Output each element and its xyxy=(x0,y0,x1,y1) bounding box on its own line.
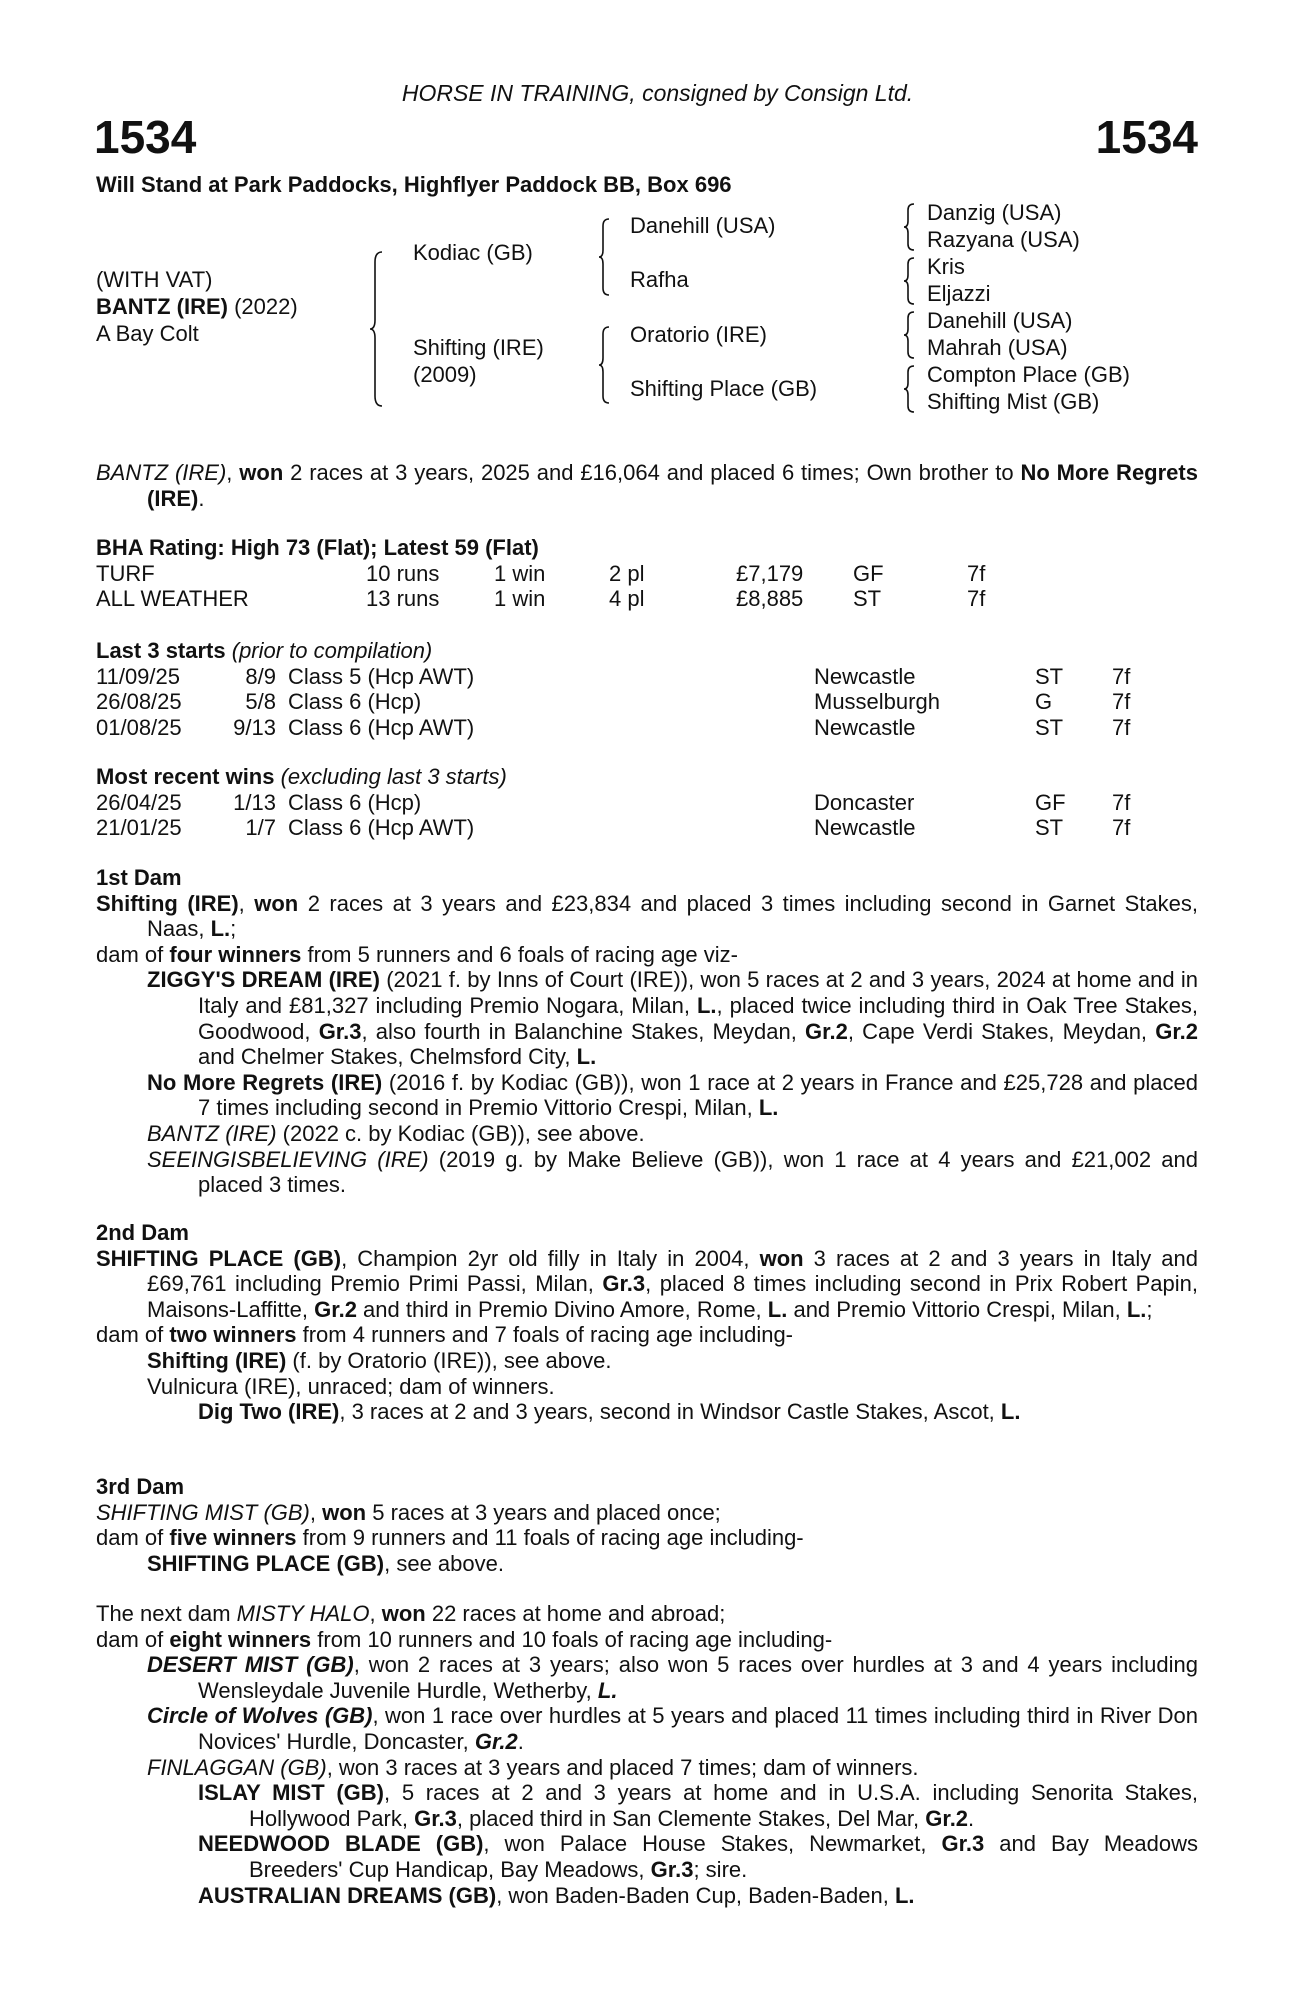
pedigree-paragraph xyxy=(198,1882,1198,1909)
race-row xyxy=(96,815,1198,841)
text-run: AUSTRALIAN DREAMS (GB) xyxy=(198,1882,497,1908)
race-distance: 7f xyxy=(1112,789,1131,815)
text-run: , won Baden-Baden Cup, Baden-Baden, xyxy=(496,1882,895,1908)
text-run: SHIFTING PLACE (GB) xyxy=(147,1550,385,1576)
text-run: Gr.3 xyxy=(941,1831,985,1857)
race-venue: Musselburgh xyxy=(814,689,940,715)
pedigree-brace xyxy=(368,250,388,408)
text-run: SEEINGISBELIEVING (IRE) xyxy=(147,1146,429,1172)
second-dam-section xyxy=(96,1220,1198,1425)
race-position: 8/9 xyxy=(245,663,276,689)
text-run: and Premio Vittorio Crespi, Milan, xyxy=(787,1296,1127,1322)
text-run: and Chelmer Stakes, Chelmsford City, xyxy=(198,1044,577,1070)
pedigree-brace xyxy=(902,310,918,360)
race-row xyxy=(96,715,1198,741)
distance: 7f xyxy=(967,586,986,612)
text-run: L. xyxy=(894,1882,915,1908)
text-run: from 10 runners and 10 foals of racing age including- xyxy=(311,1626,833,1652)
horse-year: (2022) xyxy=(227,294,298,319)
race-going: ST xyxy=(1035,815,1064,841)
text-run: DESERT MIST (GB) xyxy=(147,1652,354,1678)
race-class: Class 6 (Hcp) xyxy=(288,689,422,715)
text-run: Gr.2 xyxy=(925,1805,969,1831)
surface: TURF xyxy=(96,560,155,586)
pedigree-paragraph xyxy=(147,1754,1198,1781)
race-class: Class 6 (Hcp) xyxy=(288,789,422,815)
text-run: . xyxy=(968,1805,975,1831)
second-dam-title: 2nd Dam xyxy=(96,1220,189,1245)
text-run: No More Regrets (IRE) xyxy=(147,460,1198,511)
vat-note: (WITH VAT) xyxy=(96,267,213,292)
text-run: won xyxy=(759,1245,804,1271)
text-run: Shifting (IRE) xyxy=(96,890,239,916)
text-run: and Bay Meadows Breeders' Cup Handicap, Bay Meadows, xyxy=(249,1831,1199,1882)
dam-year: (2009) xyxy=(413,362,477,387)
placed: 2 pl xyxy=(609,560,645,586)
horse-description: A Bay Colt xyxy=(96,321,199,346)
race-distance: 7f xyxy=(1112,815,1131,841)
wins: 1 win xyxy=(494,560,546,586)
text-run: dam of xyxy=(96,941,170,967)
text-run: 2 races at 3 years and £23,834 and placed 3 times including second in Garnet Stakes, Naas, xyxy=(147,890,1198,942)
text-run: (2021 f. by Inns of Court (IRE)), won 5 races at 2 and 3 years, 2024 at home and in Italy and £81,327 including Premio Nogara, Milan, xyxy=(198,967,1198,1018)
earnings: £8,885 xyxy=(736,586,804,612)
race-distance: 7f xyxy=(1112,689,1131,715)
pedigree-brace xyxy=(902,202,918,252)
pedigree-paragraph xyxy=(96,1322,1198,1348)
first-dam-section xyxy=(96,865,1198,1198)
race-date: 21/01/25 xyxy=(96,815,182,841)
text-run: 3 races at 2 and 3 years in Italy and £69,761 including Premio Primi Passi, Milan, xyxy=(147,1245,1199,1297)
text-run: Circle of Wolves (GB) xyxy=(147,1703,373,1729)
text-run: , Cape Verdi Stakes, Meydan, xyxy=(847,1018,1156,1044)
race-row xyxy=(96,790,1198,816)
text-run: L. xyxy=(1000,1399,1021,1425)
text-run: Gr.3 xyxy=(414,1805,457,1831)
gen3-7: Compton Place (GB) xyxy=(927,362,1130,387)
text-run: . xyxy=(517,1728,524,1754)
gen3-3: Kris xyxy=(927,254,965,279)
race-date: 26/04/25 xyxy=(96,789,182,815)
text-run: two winners xyxy=(169,1322,297,1348)
race-position: 1/7 xyxy=(245,815,276,841)
race-distance: 7f xyxy=(1112,714,1131,740)
text-run: L. xyxy=(758,1095,779,1121)
pedigree-paragraph xyxy=(147,1347,1198,1374)
text-run: from 4 runners and 7 foals of racing age including- xyxy=(296,1322,794,1348)
race-venue: Newcastle xyxy=(814,663,916,689)
dam: Shifting (IRE) xyxy=(413,335,544,360)
text-run: won xyxy=(254,890,299,916)
gen3-2: Razyana (USA) xyxy=(927,227,1080,252)
sire: Kodiac (GB) xyxy=(413,240,533,265)
going: ST xyxy=(853,586,882,612)
text-run: BANTZ (IRE) xyxy=(147,1120,277,1146)
pedigree-paragraph xyxy=(147,967,1199,1070)
pedigree-paragraph xyxy=(198,1831,1199,1882)
race-distance: 7f xyxy=(1112,663,1131,689)
text-run: , 5 races at 2 and 3 years at home and in U.S.A. including Senorita Stakes, Hollywood Park, xyxy=(249,1780,1199,1831)
text-run: , xyxy=(369,1601,382,1626)
third-dam-title: 3rd Dam xyxy=(96,1474,185,1499)
horse-name-line xyxy=(96,294,298,320)
text-run: SHIFTING MIST (GB) xyxy=(96,1499,310,1525)
text-run: . xyxy=(198,485,205,511)
text-run: and third in Premio Divino Amore, Rome, xyxy=(356,1296,768,1322)
rating-section xyxy=(96,535,1198,612)
text-run: Dig Two (IRE) xyxy=(198,1399,340,1425)
summary-paragraph xyxy=(96,460,1198,511)
text-run: , xyxy=(238,890,255,916)
text-run: , placed third in San Clemente Stakes, Del Mar, xyxy=(456,1805,926,1831)
text-run: four winners xyxy=(169,941,302,967)
text-run: Gr.3 xyxy=(602,1271,646,1297)
text-run: L. xyxy=(696,992,717,1018)
text-run: L. xyxy=(767,1296,788,1322)
text-run: , xyxy=(309,1499,323,1525)
pedigree-brace xyxy=(597,217,613,297)
text-run: 22 races at home and abroad; xyxy=(425,1601,726,1626)
stand-location: Will Stand at Park Paddocks, Highflyer Paddock BB, Box 696 xyxy=(96,172,732,197)
text-run: NEEDWOOD BLADE (GB) xyxy=(198,1831,484,1857)
pedigree-brace xyxy=(597,325,613,405)
recent-wins-note: (excluding last 3 starts) xyxy=(274,764,507,789)
pedigree-paragraph xyxy=(198,1399,1198,1425)
text-run: , won Palace House Stakes, Newmarket, xyxy=(483,1831,942,1857)
placed: 4 pl xyxy=(609,586,645,612)
text-run: Vulnicura (IRE), unraced; dam of winners. xyxy=(147,1373,555,1399)
pedigree-paragraph xyxy=(96,1525,1198,1551)
horse-name: BANTZ (IRE) xyxy=(96,294,228,319)
pedigree-paragraph xyxy=(147,1652,1198,1703)
text-run: Gr.2 xyxy=(474,1728,518,1754)
text-run: Shifting (IRE) xyxy=(147,1347,287,1373)
third-dam-section xyxy=(96,1474,1198,1576)
text-run: dam of xyxy=(96,1322,170,1348)
race-venue: Newcastle xyxy=(814,815,916,841)
pedigree-paragraph xyxy=(147,1069,1198,1121)
race-position: 9/13 xyxy=(233,714,276,740)
race-summary xyxy=(96,460,1198,511)
race-going: G xyxy=(1035,689,1053,715)
race-class: Class 6 (Hcp AWT) xyxy=(288,714,475,740)
going: GF xyxy=(853,560,884,586)
text-run: , won 1 race over hurdles at 5 years and placed 11 times including third in River Don Novices' Hurdle, Doncaster, xyxy=(198,1703,1198,1754)
race-going: ST xyxy=(1035,714,1064,740)
pedigree-paragraph xyxy=(96,890,1198,942)
race-going: ST xyxy=(1035,663,1064,689)
sire-sire: Danehill (USA) xyxy=(630,213,776,238)
gen3-5: Danehill (USA) xyxy=(927,308,1073,333)
text-run: won xyxy=(381,1601,426,1626)
rating-row-all-weather xyxy=(96,586,1198,612)
pedigree-paragraph xyxy=(96,941,1198,968)
distance: 7f xyxy=(967,560,986,586)
text-run: L. xyxy=(210,916,231,942)
text-run: 5 races at 3 years and placed once; xyxy=(366,1499,721,1525)
consignor-heading: HORSE IN TRAINING, consigned by Consign Ltd. xyxy=(401,80,914,106)
last-starts-section xyxy=(96,638,1198,740)
last-starts-title: Last 3 starts xyxy=(96,638,226,663)
text-run: Gr.2 xyxy=(1155,1018,1199,1044)
text-run: , placed 8 times including second in Prix Robert Papin, Maisons-Laffitte, xyxy=(147,1271,1198,1322)
text-run: , won 3 races at 3 years and placed 7 times; dam of winners. xyxy=(326,1754,919,1780)
lot-number-left: 1534 xyxy=(94,111,197,163)
race-position: 5/8 xyxy=(245,689,276,715)
pedigree-brace xyxy=(902,364,918,414)
race-going: GF xyxy=(1035,789,1066,815)
pedigree-paragraph xyxy=(198,1780,1199,1831)
race-position: 1/13 xyxy=(233,789,276,815)
text-run: Gr.3 xyxy=(650,1856,694,1882)
runs: 13 runs xyxy=(366,586,440,612)
text-run: , Champion 2yr old filly in Italy in 2004, xyxy=(341,1245,760,1271)
gen3-8: Shifting Mist (GB) xyxy=(927,389,1100,414)
pedigree-paragraph xyxy=(96,1245,1199,1323)
pedigree-paragraph xyxy=(96,1626,1198,1653)
dam-sire: Oratorio (IRE) xyxy=(630,322,767,347)
text-run: five winners xyxy=(169,1525,297,1551)
text-run: Gr.2 xyxy=(314,1296,357,1322)
gen3-4: Eljazzi xyxy=(927,281,991,306)
text-run: ISLAY MIST (GB) xyxy=(198,1780,384,1806)
race-row xyxy=(96,689,1198,715)
text-run: L. xyxy=(576,1044,597,1070)
text-run: eight winners xyxy=(169,1626,312,1652)
text-run: (f. by Oratorio (IRE)), see above. xyxy=(286,1347,612,1373)
recent-wins-section xyxy=(96,764,1198,841)
pedigree-paragraph xyxy=(147,1120,1198,1147)
earnings: £7,179 xyxy=(736,560,804,586)
lot-number-right: 1534 xyxy=(1095,111,1198,163)
gen3-1: Danzig (USA) xyxy=(927,200,1062,225)
pedigree-brace xyxy=(902,256,918,306)
text-run: The next dam xyxy=(96,1601,237,1626)
text-run: 2 races at 3 years, 2025 and £16,064 and placed 6 times; Own brother to xyxy=(283,460,1021,485)
text-run: ZIGGY'S DREAM (IRE) xyxy=(147,967,380,993)
sire-dam: Rafha xyxy=(630,267,689,292)
runs: 10 runs xyxy=(366,560,440,586)
text-run: , also fourth in Balanchine Stakes, Meydan, xyxy=(361,1018,806,1044)
dam-dam: Shifting Place (GB) xyxy=(630,376,818,401)
first-dam-title: 1st Dam xyxy=(96,865,182,890)
last-starts-note: (prior to compilation) xyxy=(225,638,433,663)
race-venue: Doncaster xyxy=(814,789,915,815)
text-run: L. xyxy=(1126,1296,1147,1322)
rating-title: BHA Rating: High 73 (Flat); Latest 59 (Flat) xyxy=(96,535,539,560)
surface: ALL WEATHER xyxy=(96,586,249,612)
pedigree-paragraph xyxy=(147,1550,1198,1577)
text-run: dam of xyxy=(96,1525,170,1551)
text-run: (2022 c. by Kodiac (GB)), see above. xyxy=(276,1120,645,1146)
race-date: 26/08/25 xyxy=(96,689,182,715)
race-class: Class 6 (Hcp AWT) xyxy=(288,815,475,841)
text-run: Gr.3 xyxy=(318,1018,362,1044)
text-run: won xyxy=(322,1499,367,1525)
next-dam-section xyxy=(96,1601,1198,1908)
text-run: dam of xyxy=(96,1626,170,1652)
race-row xyxy=(96,664,1198,690)
text-run: , see above. xyxy=(384,1550,504,1576)
text-run: , won 2 races at 3 years; also won 5 races over hurdles at 3 and 4 years including Wensleydale Juvenile Hurdle, Wetherby, xyxy=(198,1652,1198,1703)
text-run: Gr.2 xyxy=(805,1018,848,1044)
text-run: from 5 runners and 6 foals of racing age viz- xyxy=(301,941,738,967)
race-class: Class 5 (Hcp AWT) xyxy=(288,663,475,689)
text-run: BANTZ (IRE) xyxy=(96,460,227,485)
text-run: MISTY HALO xyxy=(236,1601,370,1626)
text-run: ; xyxy=(230,916,237,942)
recent-wins-title: Most recent wins xyxy=(96,764,275,789)
pedigree-paragraph xyxy=(147,1373,1198,1400)
text-run: (2016 f. by Kodiac (GB)), won 1 race at 2 years in France and £25,728 and placed 7 times including second in Premio Vittorio Crespi, Milan, xyxy=(198,1069,1198,1121)
pedigree-paragraph xyxy=(147,1703,1198,1754)
race-date: 01/08/25 xyxy=(96,714,182,740)
text-run: L. xyxy=(597,1677,618,1703)
text-run: won xyxy=(239,460,284,485)
pedigree-paragraph xyxy=(96,1499,1198,1526)
text-run: SHIFTING PLACE (GB) xyxy=(96,1245,342,1271)
race-date: 11/09/25 xyxy=(96,663,181,689)
text-run: , 3 races at 2 and 3 years, second in Windsor Castle Stakes, Ascot, xyxy=(339,1399,1001,1425)
text-run: ; xyxy=(1146,1296,1153,1322)
gen3-6: Mahrah (USA) xyxy=(927,335,1068,360)
pedigree-paragraph xyxy=(147,1146,1198,1198)
text-run: No More Regrets (IRE) xyxy=(147,1069,383,1095)
text-run: , placed twice including third in Oak Tree Stakes, Goodwood, xyxy=(198,992,1198,1044)
pedigree-paragraph xyxy=(96,1601,1198,1627)
text-run: (2019 g. by Make Believe (GB)), won 1 race at 4 years and £21,002 and placed 3 times. xyxy=(198,1146,1198,1198)
wins: 1 win xyxy=(494,586,546,612)
text-run: , xyxy=(226,460,240,485)
rating-row-turf xyxy=(96,561,1198,587)
text-run: ; sire. xyxy=(693,1856,748,1882)
text-run: from 9 runners and 11 foals of racing age including- xyxy=(296,1525,804,1551)
race-venue: Newcastle xyxy=(814,714,916,740)
text-run: FINLAGGAN (GB) xyxy=(147,1754,327,1780)
